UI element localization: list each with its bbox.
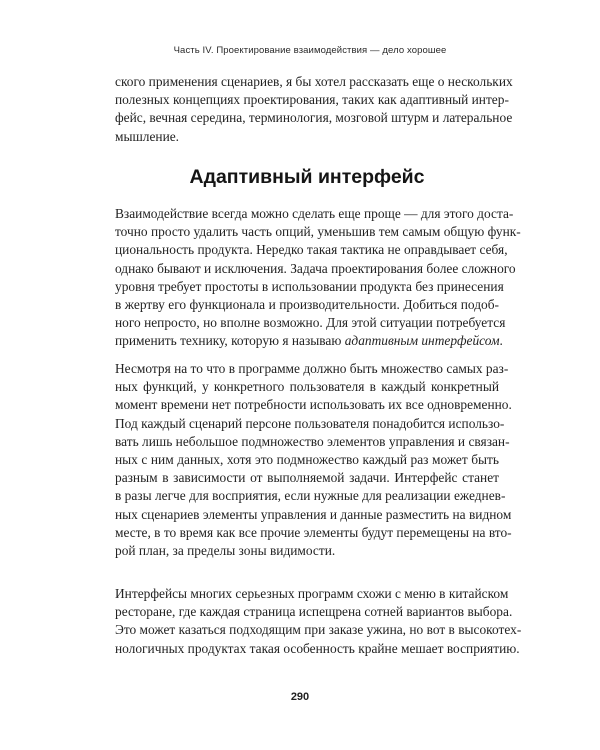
text-fragment: применить технику, которую я называю bbox=[115, 333, 345, 349]
text-line: Это может казаться подходящим при заказе ужина, но вот в высокотех- bbox=[115, 622, 522, 638]
paragraph-functions bbox=[115, 360, 512, 560]
text-line: ресторане, где каждая страница испещрена сотней вариантов выбора. bbox=[115, 604, 513, 620]
text-line: момент времени нет потребности использовать их все одновременно. bbox=[115, 397, 512, 413]
paragraph-chinese-menu bbox=[115, 585, 522, 658]
text-line: ных с ним данных, хотя это подмножество каждый раз может быть bbox=[115, 451, 499, 467]
text-line: в разы легче для восприятия, если нужные для реализации ежеднев- bbox=[115, 488, 506, 504]
text-line: ных сценариев элементы управления и данные разместить на видном bbox=[115, 506, 512, 522]
text-line: Под каждый сценарий персоне пользователя понадобится использо- bbox=[115, 415, 505, 431]
text-line: уровня требует простоты в использовании продукта без принесения bbox=[115, 278, 504, 294]
text-line: полезных концепциях проектирования, таких как адаптивный интер- bbox=[115, 92, 509, 108]
text-line: месте, в то время как все прочие элементы будут перемещены на вто- bbox=[115, 524, 512, 540]
text-line: ного непросто, но вполне возможно. Для этой ситуации потребуется bbox=[115, 315, 506, 331]
text-fragment: . bbox=[499, 333, 503, 349]
text-line: вать лишь небольшое подмножество элементов управления и связан- bbox=[115, 433, 510, 449]
page-number: 290 bbox=[290, 691, 310, 703]
text-line: Несмотря на то что в программе должно быть множество самых раз- bbox=[115, 361, 509, 376]
intro-paragraph bbox=[115, 73, 513, 146]
paragraph-adaptive-intro bbox=[115, 205, 521, 351]
text-line: разным в зависимости от выполняемой задачи. Интерфейс станет bbox=[115, 470, 499, 486]
text-line: Интерфейсы многих серьезных программ схожи с меню в китайском bbox=[115, 586, 509, 601]
text-line: однако бывают и исключения. Задача проектирования более сложного bbox=[115, 260, 516, 276]
text-line: рой план, за пределы зоны видимости. bbox=[115, 542, 336, 558]
text-line: ского применения сценариев, я бы хотел рассказать еще о нескольких bbox=[115, 74, 513, 89]
term-italic: адаптивным интерфейсом bbox=[344, 333, 500, 349]
text-line: Взаимодействие всегда можно сделать еще проще — для этого доста- bbox=[115, 206, 514, 221]
text-line: нологичных продуктах такая особенность крайне мешает восприятию. bbox=[115, 640, 520, 656]
text-line: точно просто удалить часть опций, уменьшив тем самым общую функ- bbox=[115, 224, 521, 240]
text-line: циональность продукта. Нередко такая тактика не оправдывает себя, bbox=[115, 242, 508, 258]
running-header: Часть IV. Проектирование взаимодействия — дело хорошее bbox=[173, 45, 447, 56]
section-heading: Адаптивный интерфейс bbox=[189, 166, 425, 188]
text-line: ных функций, у конкретного пользователя в каждый конкретный bbox=[115, 379, 499, 395]
text-line bbox=[115, 332, 503, 350]
text-line: фейс, вечная середина, терминология, мозговой штурм и латеральное bbox=[115, 110, 513, 126]
text-line: мышление. bbox=[115, 128, 180, 144]
text-line: в жертву его функционала и производительности. Добиться подоб- bbox=[115, 296, 499, 312]
